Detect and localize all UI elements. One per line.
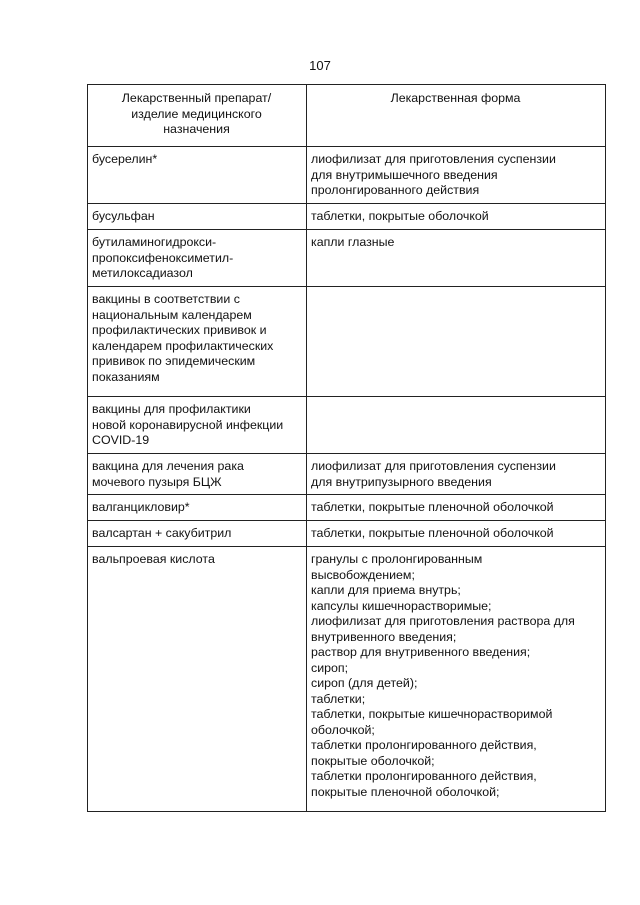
text-line: мочевого пузыря БЦЖ	[92, 474, 222, 489]
table-header-row	[88, 85, 606, 147]
table-row	[88, 204, 606, 230]
text-line: вальпроевая кислота	[92, 552, 215, 566]
text-line: вакцины для профилактики	[92, 402, 251, 416]
text-line: COVID-19	[92, 433, 150, 447]
dosage-form-cell	[307, 547, 606, 812]
drug-name-cell	[88, 287, 307, 397]
dosage-form-cell	[307, 454, 606, 495]
text-line: назначения	[163, 122, 230, 136]
text-line: таблетки пролонгированного действия,	[311, 738, 537, 752]
dosage-form-cell	[307, 147, 606, 204]
table-row	[88, 397, 606, 454]
header-form	[307, 85, 606, 147]
text-line: Лекарственный препарат/	[121, 91, 272, 105]
text-line: капли для приема внутрь;	[311, 583, 461, 597]
text-line: бусерелин*	[92, 152, 158, 166]
text-line: валсартан + сакубитрил	[92, 526, 232, 540]
text-line: гранулы с пролонгированным	[311, 552, 483, 566]
text-line: лиофилизат для приготовления суспензии	[311, 459, 556, 473]
drug-name-cell	[88, 147, 307, 204]
drug-name-cell	[88, 204, 307, 230]
text-line: валганцикловир*	[92, 500, 190, 514]
drug-name-cell	[88, 547, 307, 812]
table-row	[88, 287, 606, 397]
text-line: пропоксифеноксиметил-	[92, 250, 234, 265]
table-row	[88, 521, 606, 547]
dosage-form-cell	[307, 230, 606, 287]
dosage-form-cell	[307, 521, 606, 547]
text-line: сироп (для детей);	[311, 676, 418, 690]
text-line: лиофилизат для приготовления раствора для	[311, 614, 575, 628]
drug-name-cell	[88, 397, 307, 454]
drug-name-cell	[88, 495, 307, 521]
table-row	[88, 454, 606, 495]
text-line: для внутрипузырного введения	[311, 474, 492, 489]
table-row	[88, 547, 606, 812]
text-line: таблетки, покрытые оболочкой	[311, 209, 489, 223]
table-row	[88, 230, 606, 287]
text-line: покрытые оболочкой;	[311, 753, 435, 768]
text-line: бутиламиногидрокси-	[92, 235, 217, 249]
page-number: 107	[309, 58, 331, 73]
text-line: прививок по эпидемическим	[92, 354, 256, 368]
text-line: внутривенного введения;	[311, 629, 457, 644]
text-line: для внутримышечного введения	[311, 167, 498, 182]
text-line: новой коронавирусной инфекции	[92, 417, 284, 432]
text-line: профилактических прививок и	[92, 323, 267, 337]
text-line: таблетки пролонгированного действия,	[311, 769, 537, 783]
text-line: лиофилизат для приготовления суспензии	[311, 152, 556, 166]
dosage-form-cell	[307, 204, 606, 230]
drug-name-cell	[88, 454, 307, 495]
text-line: капсулы кишечнорастворимые;	[311, 598, 492, 613]
header-drug	[88, 85, 307, 147]
text-line: календарем профилактических	[92, 338, 274, 353]
text-line: изделие медицинского	[131, 106, 262, 121]
text-line: национальным календарем	[92, 307, 252, 322]
table-body	[88, 147, 606, 812]
text-line: метилоксадиазол	[92, 266, 193, 280]
table-row	[88, 495, 606, 521]
dosage-form-cell	[307, 287, 606, 397]
text-line: показаниям	[92, 369, 160, 384]
text-line: вакцины в соответствии с	[92, 292, 240, 306]
dosage-form-cell	[307, 495, 606, 521]
text-line: капли глазные	[311, 235, 395, 249]
drug-name-cell	[88, 230, 307, 287]
text-line: покрытые пленочной оболочкой;	[311, 784, 500, 799]
text-line: сироп;	[311, 660, 349, 675]
dosage-form-cell	[307, 397, 606, 454]
text-line: оболочкой;	[311, 722, 375, 737]
text-line: таблетки, покрытые кишечнорастворимой	[311, 707, 553, 721]
text-line: раствор для внутривенного введения;	[311, 645, 531, 659]
text-line: высвобождением;	[311, 567, 415, 582]
drug-table	[87, 84, 606, 812]
text-line: Лекарственная форма	[390, 91, 521, 105]
text-line: вакцина для лечения рака	[92, 459, 244, 473]
text-line: таблетки;	[311, 691, 366, 706]
drug-name-cell	[88, 521, 307, 547]
text-line: бусульфан	[92, 209, 155, 223]
text-line: таблетки, покрытые пленочной оболочкой	[311, 526, 554, 540]
text-line: таблетки, покрытые пленочной оболочкой	[311, 500, 554, 514]
text-line: пролонгированного действия	[311, 183, 480, 197]
table-row	[88, 147, 606, 204]
